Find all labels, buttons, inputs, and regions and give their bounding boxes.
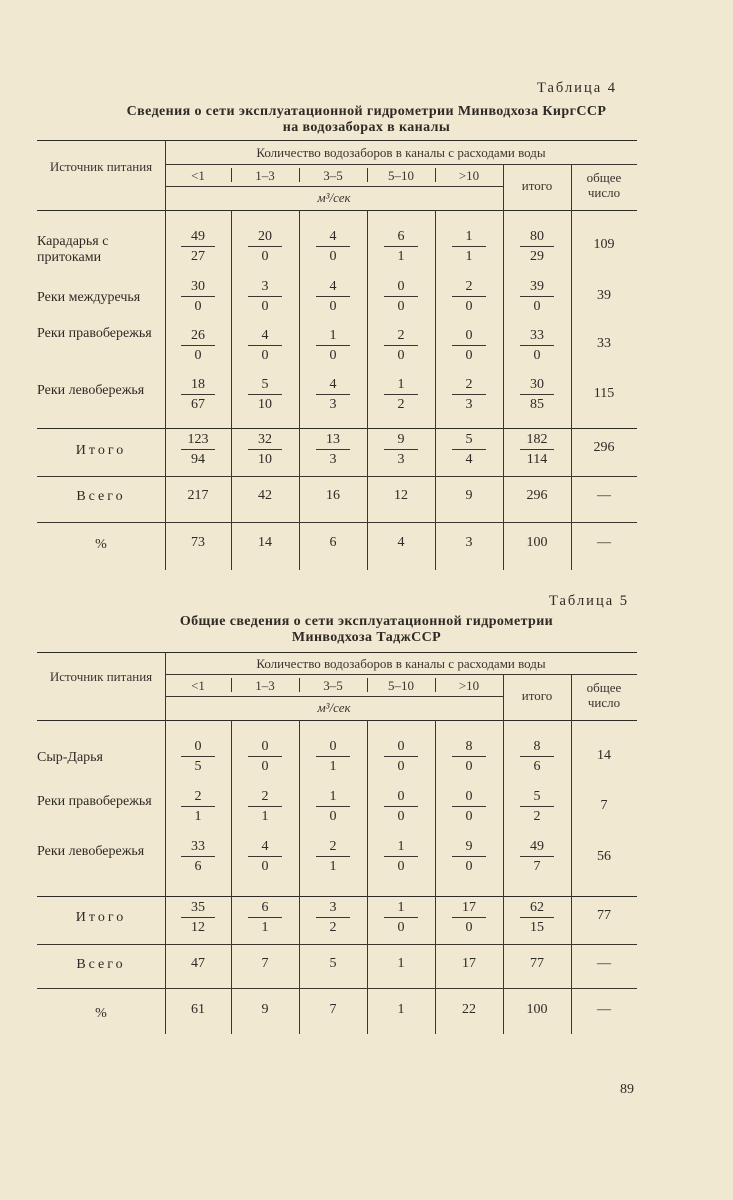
table5-row1-cell5: $\frac{8}{0}$ bbox=[439, 738, 499, 775]
table5-pct-itogo: 100 bbox=[526, 1002, 548, 1017]
table5-row2-cell3: $\frac{1}{0}$ bbox=[303, 788, 363, 825]
table5-header-source: Источник питания bbox=[49, 669, 153, 684]
table4-header-total: общее число bbox=[586, 170, 622, 200]
table5-range-2: 1–3 bbox=[255, 678, 275, 693]
table5-row1-source: Сыр-Дарья bbox=[37, 750, 103, 765]
table4-row3-source: Реки правобережья bbox=[37, 326, 152, 341]
table4-row4-cell2: $\frac{5}{10}$ bbox=[235, 376, 295, 413]
table5-row1-itogo: $\frac{8}{6}$ bbox=[507, 738, 567, 775]
table4-itogo-cell1: $\frac{123}{94}$ bbox=[168, 431, 228, 468]
table5-title-line2: Минводхоза ТаджССР bbox=[291, 630, 442, 645]
table5-itogo-cell4: $\frac{1}{0}$ bbox=[371, 899, 431, 936]
table4-row2-itogo: $\frac{39}{0}$ bbox=[507, 278, 567, 315]
table5-row3-cell4: $\frac{1}{0}$ bbox=[371, 838, 431, 875]
table5-vsego-cell1: 47 bbox=[191, 956, 205, 971]
table4-row1-cell3: $\frac{4}{0}$ bbox=[303, 228, 363, 265]
table4-itogo-label: Итого bbox=[75, 443, 127, 458]
table4-itogo-cell5: $\frac{5}{4}$ bbox=[439, 431, 499, 468]
table5-vsego-cell2: 7 bbox=[261, 956, 269, 971]
table5-itogo-total: 77 bbox=[597, 908, 611, 923]
table5-itogo-label: Итого bbox=[75, 910, 127, 925]
table4-header-source: Источник питания bbox=[49, 159, 153, 174]
table4-unit: м³/сек bbox=[317, 190, 351, 205]
table5-vsego-total: — bbox=[597, 956, 611, 971]
table4-row3-total: 33 bbox=[597, 336, 611, 351]
table4-itogo-itogo: $\frac{182}{114}$ bbox=[507, 431, 567, 468]
table4-pct-label: % bbox=[95, 537, 107, 552]
table4-row4-cell4: $\frac{1}{2}$ bbox=[371, 376, 431, 413]
table5-vsego-cell5: 17 bbox=[462, 956, 476, 971]
table5-row3-source: Реки левобережья bbox=[37, 844, 145, 859]
table4-pct-cell5: 3 bbox=[465, 535, 473, 550]
table5-row2-total: 7 bbox=[600, 798, 608, 813]
table5-itogo-cell5: $\frac{17}{0}$ bbox=[439, 899, 499, 936]
table5-pct-cell4: 1 bbox=[397, 1002, 405, 1017]
table5-row1-cell2: $\frac{0}{0}$ bbox=[235, 738, 295, 775]
table4-row4-cell3: $\frac{4}{3}$ bbox=[303, 376, 363, 413]
table4-pct-cell1: 73 bbox=[191, 535, 205, 550]
table5-range-1: <1 bbox=[191, 678, 205, 693]
table5-row3-cell2: $\frac{4}{0}$ bbox=[235, 838, 295, 875]
table5-itogo-cell2: $\frac{6}{1}$ bbox=[235, 899, 295, 936]
table5-row3-cell3: $\frac{2}{1}$ bbox=[303, 838, 363, 875]
table4-vsego-cell1: 217 bbox=[187, 488, 209, 503]
table5-header-total: общее число bbox=[586, 680, 622, 710]
table4-row4-itogo: $\frac{30}{85}$ bbox=[507, 376, 567, 413]
table5-itogo-cell1: $\frac{35}{12}$ bbox=[168, 899, 228, 936]
table5-row3-cell5: $\frac{9}{0}$ bbox=[439, 838, 499, 875]
table4-row2-cell5: $\frac{2}{0}$ bbox=[439, 278, 499, 315]
table4-pct-cell3: 6 bbox=[329, 535, 337, 550]
table4-vsego-cell2: 42 bbox=[258, 488, 272, 503]
table5-row2-cell1: $\frac{2}{1}$ bbox=[168, 788, 228, 825]
table5-pct-cell2: 9 bbox=[261, 1002, 269, 1017]
table4-pct-cell2: 14 bbox=[258, 535, 272, 550]
table5-label: Таблица 5 bbox=[549, 593, 630, 609]
table4-title bbox=[0, 104, 733, 136]
table4-pct-itogo: 100 bbox=[526, 535, 548, 550]
table5-pct-cell3: 7 bbox=[329, 1002, 337, 1017]
table5-row2-cell2: $\frac{2}{1}$ bbox=[235, 788, 295, 825]
table4-row4-source: Реки левобережья bbox=[37, 383, 145, 398]
table4 bbox=[37, 140, 637, 570]
table5-range-3: 3–5 bbox=[323, 678, 343, 693]
table5-row3-total: 56 bbox=[597, 849, 611, 864]
table5-pct-label: % bbox=[95, 1006, 107, 1021]
table4-row2-total: 39 bbox=[597, 288, 611, 303]
table4-row1-itogo: $\frac{80}{29}$ bbox=[507, 228, 567, 265]
page-number: 89 bbox=[620, 1082, 634, 1097]
table4-row2-cell4: $\frac{0}{0}$ bbox=[371, 278, 431, 315]
table4-row1-cell1: $\frac{49}{27}$ bbox=[168, 228, 228, 265]
table5-pct-cell1: 61 bbox=[191, 1002, 205, 1017]
table4-itogo-cell3: $\frac{13}{3}$ bbox=[303, 431, 363, 468]
table4-row2-cell3: $\frac{4}{0}$ bbox=[303, 278, 363, 315]
table5-row1-cell1: $\frac{0}{5}$ bbox=[168, 738, 228, 775]
table5-unit: м³/сек bbox=[317, 700, 351, 715]
table4-row4-total: 115 bbox=[593, 386, 615, 401]
table5-title bbox=[0, 614, 733, 646]
table4-row1-cell5: $\frac{1}{1}$ bbox=[439, 228, 499, 265]
table5 bbox=[37, 652, 637, 1034]
table4-row3-cell2: $\frac{4}{0}$ bbox=[235, 327, 295, 364]
table5-pct-total: — bbox=[597, 1002, 611, 1017]
table4-vsego-label: Всего bbox=[76, 489, 126, 504]
table4-title-line1: Сведения о сети эксплуатационной гидрометрии Минводхоза КиргССР bbox=[126, 104, 607, 119]
table5-row1-cell4: $\frac{0}{0}$ bbox=[371, 738, 431, 775]
table4-itogo-total: 296 bbox=[593, 440, 615, 455]
table4-row3-cell5: $\frac{0}{0}$ bbox=[439, 327, 499, 364]
table5-row2-cell4: $\frac{0}{0}$ bbox=[371, 788, 431, 825]
table4-header-itogo: итого bbox=[521, 178, 553, 193]
table5-title-line1: Общие сведения о сети эксплуатационной гидрометрии bbox=[179, 614, 554, 629]
table5-vsego-label: Всего bbox=[76, 957, 126, 972]
table4-row1-cell2: $\frac{20}{0}$ bbox=[235, 228, 295, 265]
table4-vsego-cell3: 16 bbox=[326, 488, 340, 503]
table4-row3-cell3: $\frac{1}{0}$ bbox=[303, 327, 363, 364]
table4-vsego-total: — bbox=[597, 488, 611, 503]
table5-header-group: Количество водозаборов в каналы с расходами воды bbox=[256, 656, 546, 671]
table5-row2-source: Реки правобережья bbox=[37, 794, 152, 809]
table4-vsego-cell5: 9 bbox=[465, 488, 473, 503]
table5-vsego-cell3: 5 bbox=[329, 956, 337, 971]
table5-header-itogo: итого bbox=[521, 688, 553, 703]
table4-range-2: 1–3 bbox=[255, 168, 275, 183]
table5-range-5: >10 bbox=[458, 678, 480, 693]
table4-label: Таблица 4 bbox=[537, 80, 618, 96]
table4-row3-cell1: $\frac{26}{0}$ bbox=[168, 327, 228, 364]
table5-row1-total: 14 bbox=[597, 748, 611, 763]
table5-range-4: 5–10 bbox=[388, 678, 414, 693]
table4-vsego-itogo: 296 bbox=[526, 488, 548, 503]
table4-row2-cell2: $\frac{3}{0}$ bbox=[235, 278, 295, 315]
table4-range-5: >10 bbox=[458, 168, 480, 183]
table5-row3-itogo: $\frac{49}{7}$ bbox=[507, 838, 567, 875]
table4-header-group: Количество водозаборов в каналы с расходами воды bbox=[256, 145, 546, 160]
table4-range-4: 5–10 bbox=[388, 168, 414, 183]
table4-range-3: 3–5 bbox=[323, 168, 343, 183]
table4-title-line2: на водозаборах в каналы bbox=[282, 120, 451, 135]
table4-itogo-cell4: $\frac{9}{3}$ bbox=[371, 431, 431, 468]
table5-row2-cell5: $\frac{0}{0}$ bbox=[439, 788, 499, 825]
table4-row1-source: Карадарья с притоками bbox=[37, 234, 109, 265]
table5-row3-cell1: $\frac{33}{6}$ bbox=[168, 838, 228, 875]
table4-row2-cell1: $\frac{30}{0}$ bbox=[168, 278, 228, 315]
table4-vsego-cell4: 12 bbox=[394, 488, 408, 503]
table4-row3-cell4: $\frac{2}{0}$ bbox=[371, 327, 431, 364]
table5-pct-cell5: 22 bbox=[462, 1002, 476, 1017]
table4-row1-total: 109 bbox=[593, 237, 615, 252]
table4-range-1: <1 bbox=[191, 168, 205, 183]
table5-itogo-cell3: $\frac{3}{2}$ bbox=[303, 899, 363, 936]
table5-itogo-itogo: $\frac{62}{15}$ bbox=[507, 899, 567, 936]
table4-row4-cell1: $\frac{18}{67}$ bbox=[168, 376, 228, 413]
table4-row3-itogo: $\frac{33}{0}$ bbox=[507, 327, 567, 364]
table4-pct-cell4: 4 bbox=[397, 535, 405, 550]
table5-row1-cell3: $\frac{0}{1}$ bbox=[303, 738, 363, 775]
table4-pct-total: — bbox=[597, 535, 611, 550]
table5-row2-itogo: $\frac{5}{2}$ bbox=[507, 788, 567, 825]
table5-vsego-cell4: 1 bbox=[397, 956, 405, 971]
table4-row1-cell4: $\frac{6}{1}$ bbox=[371, 228, 431, 265]
table4-row2-source: Реки междуречья bbox=[37, 290, 141, 305]
table4-row4-cell5: $\frac{2}{3}$ bbox=[439, 376, 499, 413]
table5-vsego-itogo: 77 bbox=[530, 956, 544, 971]
table4-itogo-cell2: $\frac{32}{10}$ bbox=[235, 431, 295, 468]
